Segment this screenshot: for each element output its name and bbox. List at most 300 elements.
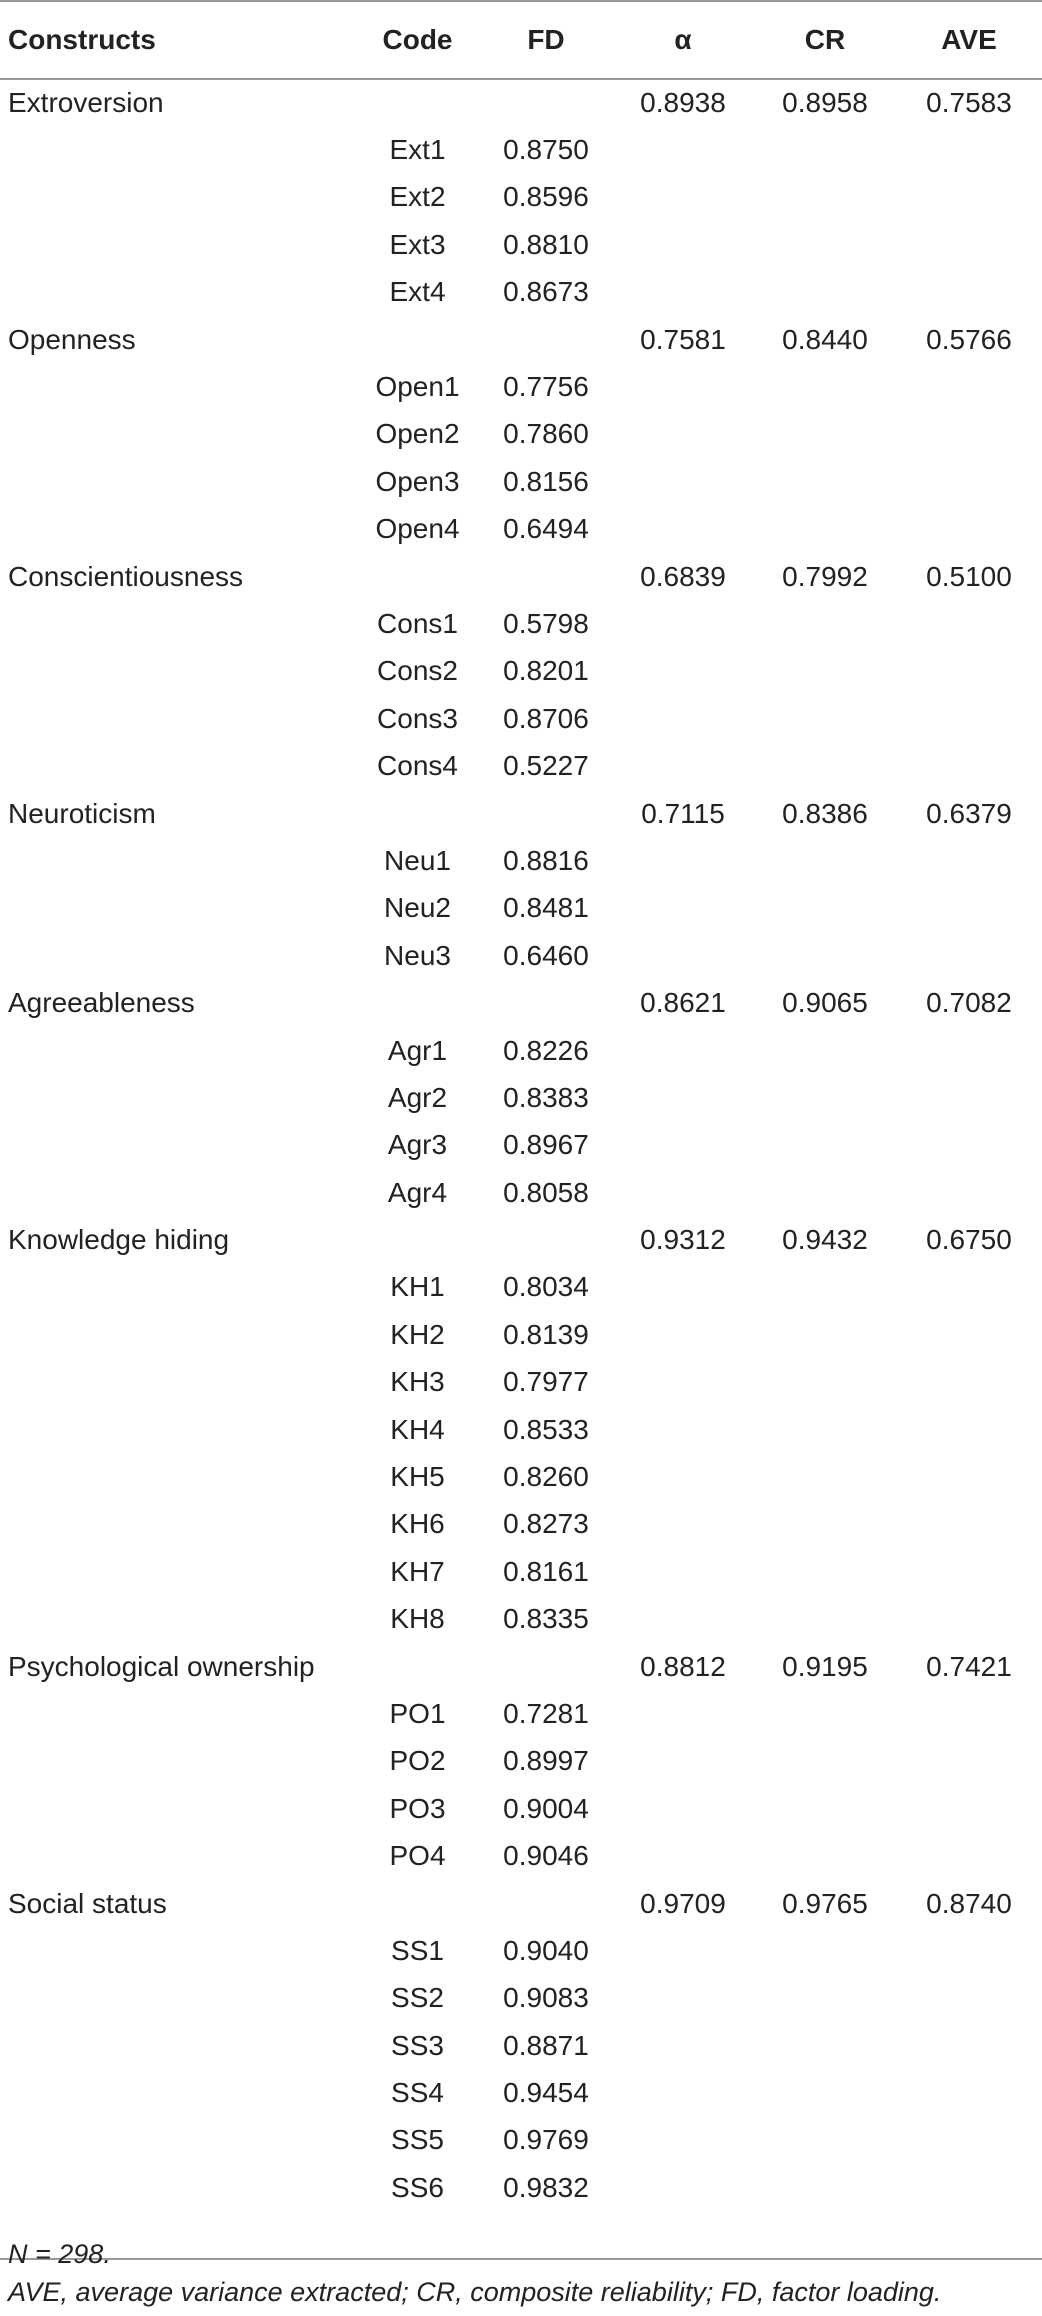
code-cell: Neu2 xyxy=(384,892,451,924)
fd-cell xyxy=(480,79,612,126)
cr-cell xyxy=(754,1264,896,1311)
code-cell: SS6 xyxy=(391,2171,444,2203)
code-cell: KH4 xyxy=(390,1413,445,1445)
alpha-cell xyxy=(612,2117,754,2164)
header-ave: AVE xyxy=(896,1,1042,79)
ave-cell xyxy=(896,1169,1042,1216)
construct-cell xyxy=(0,221,355,268)
construct-cell xyxy=(0,1122,355,1169)
item-row xyxy=(0,1074,1042,1121)
code-cell: SS3 xyxy=(391,2029,444,2061)
cr-cell xyxy=(754,1501,896,1548)
alpha-cell xyxy=(612,837,754,884)
cr-cell xyxy=(754,1832,896,1879)
construct-cell: Neuroticism xyxy=(8,797,156,829)
alpha-cell xyxy=(612,174,754,221)
fd-cell: 0.8156 xyxy=(503,465,589,497)
code-cell: SS2 xyxy=(391,1982,444,2014)
construct-row xyxy=(0,1643,1042,1690)
fd-cell: 0.7860 xyxy=(503,418,589,450)
fd-cell: 0.8816 xyxy=(503,844,589,876)
ave-cell xyxy=(896,1359,1042,1406)
fd-cell: 0.8273 xyxy=(503,1508,589,1540)
ave-cell: 0.5100 xyxy=(926,560,1012,592)
alpha-cell xyxy=(612,1690,754,1737)
ave-cell xyxy=(896,126,1042,173)
construct-cell xyxy=(0,2117,355,2164)
alpha-cell xyxy=(612,2022,754,2069)
alpha-cell xyxy=(612,932,754,979)
ave-cell xyxy=(896,174,1042,221)
code-cell: KH2 xyxy=(390,1318,445,1350)
ave-cell: 0.6379 xyxy=(926,797,1012,829)
ave-cell xyxy=(896,932,1042,979)
cr-cell xyxy=(754,1122,896,1169)
fd-cell: 0.7281 xyxy=(503,1697,589,1729)
item-row xyxy=(0,695,1042,742)
cr-cell xyxy=(754,648,896,695)
fd-cell: 0.8161 xyxy=(503,1555,589,1587)
alpha-cell xyxy=(612,1975,754,2022)
cr-cell xyxy=(754,221,896,268)
ave-cell xyxy=(896,600,1042,647)
fd-cell xyxy=(480,1880,612,1927)
item-row xyxy=(0,1927,1042,1974)
alpha-cell xyxy=(612,2164,754,2211)
ave-cell xyxy=(896,2022,1042,2069)
fd-cell: 0.8533 xyxy=(503,1413,589,1445)
fd-cell: 0.8226 xyxy=(503,1034,589,1066)
construct-row xyxy=(0,1216,1042,1263)
item-row xyxy=(0,363,1042,410)
alpha-cell xyxy=(612,269,754,316)
cr-cell xyxy=(754,2022,896,2069)
item-row xyxy=(0,1596,1042,1643)
cr-cell: 0.7992 xyxy=(782,560,868,592)
cr-cell xyxy=(754,174,896,221)
cr-cell: 0.9065 xyxy=(782,987,868,1019)
ave-cell xyxy=(896,1690,1042,1737)
construct-row xyxy=(0,316,1042,363)
alpha-cell xyxy=(612,1311,754,1358)
construct-cell xyxy=(0,1738,355,1785)
ave-cell xyxy=(896,411,1042,458)
code-cell xyxy=(355,979,480,1026)
code-cell: KH1 xyxy=(390,1271,445,1303)
cr-cell xyxy=(754,1359,896,1406)
code-cell: KH7 xyxy=(390,1555,445,1587)
fd-cell: 0.8750 xyxy=(503,134,589,166)
construct-cell xyxy=(0,1027,355,1074)
code-cell: Cons3 xyxy=(377,702,458,734)
cr-cell xyxy=(754,600,896,647)
construct-cell xyxy=(0,506,355,553)
construct-cell xyxy=(0,126,355,173)
header-constructs: Constructs xyxy=(0,1,355,79)
item-row xyxy=(0,600,1042,647)
cr-cell xyxy=(754,1975,896,2022)
item-row xyxy=(0,2069,1042,2116)
code-cell: SS5 xyxy=(391,2124,444,2156)
item-row xyxy=(0,411,1042,458)
item-row xyxy=(0,1690,1042,1737)
cr-cell xyxy=(754,885,896,932)
item-row xyxy=(0,1264,1042,1311)
fd-cell: 0.5227 xyxy=(503,750,589,782)
item-row xyxy=(0,1785,1042,1832)
cr-cell xyxy=(754,1596,896,1643)
alpha-cell xyxy=(612,1785,754,1832)
construct-cell: Agreeableness xyxy=(8,987,195,1019)
fd-cell xyxy=(480,979,612,1026)
code-cell xyxy=(355,79,480,126)
code-cell: SS1 xyxy=(391,1934,444,1966)
construct-cell xyxy=(0,1311,355,1358)
code-cell: Agr1 xyxy=(387,1034,448,1066)
cr-cell: 0.8440 xyxy=(782,323,868,355)
construct-cell xyxy=(0,363,355,410)
code-cell: Neu1 xyxy=(384,844,451,876)
item-row xyxy=(0,1311,1042,1358)
alpha-cell xyxy=(612,221,754,268)
cr-cell xyxy=(754,2069,896,2116)
alpha-cell: 0.8812 xyxy=(640,1650,726,1682)
construct-cell xyxy=(0,837,355,884)
construct-cell xyxy=(0,2022,355,2069)
ave-cell xyxy=(896,2117,1042,2164)
fd-cell: 0.6460 xyxy=(503,939,589,971)
ave-cell xyxy=(896,1074,1042,1121)
code-cell: Open2 xyxy=(375,418,460,450)
code-cell: Open1 xyxy=(375,371,460,403)
cr-cell xyxy=(754,1927,896,1974)
item-row xyxy=(0,1501,1042,1548)
alpha-cell xyxy=(612,742,754,789)
header-alpha: α xyxy=(612,1,754,79)
alpha-cell xyxy=(612,1832,754,1879)
code-cell: PO1 xyxy=(389,1697,446,1729)
fd-cell: 0.8335 xyxy=(503,1603,589,1635)
code-cell xyxy=(355,1880,480,1927)
code-cell: PO4 xyxy=(389,1840,446,1872)
code-cell xyxy=(355,1216,480,1263)
cr-cell: 0.8386 xyxy=(782,797,868,829)
fd-cell: 0.8383 xyxy=(503,1081,589,1113)
fd-cell: 0.9040 xyxy=(503,1934,589,1966)
fd-cell: 0.8481 xyxy=(503,892,589,924)
fd-cell: 0.6494 xyxy=(503,513,589,545)
fd-cell: 0.8201 xyxy=(503,655,589,687)
item-row xyxy=(0,932,1042,979)
cr-cell xyxy=(754,363,896,410)
construct-cell xyxy=(0,458,355,505)
code-cell: Open4 xyxy=(375,513,460,545)
ave-cell xyxy=(896,648,1042,695)
header-code: Code xyxy=(355,1,480,79)
code-cell xyxy=(355,316,480,363)
code-cell: PO3 xyxy=(389,1792,446,1824)
ave-cell xyxy=(896,885,1042,932)
ave-cell xyxy=(896,2069,1042,2116)
construct-cell xyxy=(0,411,355,458)
alpha-cell xyxy=(612,695,754,742)
construct-cell xyxy=(0,648,355,695)
cr-cell xyxy=(754,1738,896,1785)
header-cr: CR xyxy=(754,1,896,79)
construct-cell xyxy=(0,1169,355,1216)
construct-row xyxy=(0,553,1042,600)
cr-cell xyxy=(754,1690,896,1737)
alpha-cell xyxy=(612,2069,754,2116)
ave-cell xyxy=(896,506,1042,553)
construct-cell xyxy=(0,2164,355,2211)
construct-cell xyxy=(0,1975,355,2022)
construct-cell: Openness xyxy=(8,323,136,355)
code-cell: Ext4 xyxy=(389,276,446,308)
ave-cell: 0.7583 xyxy=(926,87,1012,119)
ave-cell xyxy=(896,1027,1042,1074)
alpha-cell xyxy=(612,1074,754,1121)
cr-cell: 0.8958 xyxy=(782,87,868,119)
alpha-cell xyxy=(612,1169,754,1216)
cr-cell xyxy=(754,506,896,553)
item-row xyxy=(0,1975,1042,2022)
item-row xyxy=(0,1027,1042,1074)
ave-cell xyxy=(896,742,1042,789)
construct-cell: Conscientiousness xyxy=(8,560,244,592)
construct-cell xyxy=(0,1074,355,1121)
ave-cell xyxy=(896,1501,1042,1548)
item-row xyxy=(0,742,1042,789)
construct-cell: Knowledge hiding xyxy=(8,1224,230,1256)
table-notes xyxy=(8,2235,941,2311)
ave-cell xyxy=(896,1596,1042,1643)
fd-cell: 0.9046 xyxy=(503,1840,589,1872)
table-header xyxy=(0,1,1042,79)
cr-cell xyxy=(754,1027,896,1074)
construct-cell xyxy=(0,932,355,979)
cr-cell xyxy=(754,458,896,505)
cr-cell xyxy=(754,1074,896,1121)
ave-cell xyxy=(896,1738,1042,1785)
ave-cell xyxy=(896,1832,1042,1879)
alpha-cell: 0.8938 xyxy=(640,87,726,119)
alpha-cell xyxy=(612,1501,754,1548)
construct-cell: Psychological ownership xyxy=(8,1650,315,1682)
item-row xyxy=(0,126,1042,173)
item-row xyxy=(0,837,1042,884)
construct-cell xyxy=(0,1264,355,1311)
alpha-cell xyxy=(612,506,754,553)
cr-cell xyxy=(754,411,896,458)
fd-cell: 0.8967 xyxy=(503,1129,589,1161)
cr-cell xyxy=(754,742,896,789)
ave-cell: 0.7421 xyxy=(926,1650,1012,1682)
ave-cell xyxy=(896,1927,1042,1974)
alpha-cell xyxy=(612,1927,754,1974)
construct-cell xyxy=(0,1832,355,1879)
ave-cell xyxy=(896,1122,1042,1169)
cr-cell xyxy=(754,1548,896,1595)
alpha-cell xyxy=(612,1264,754,1311)
construct-cell xyxy=(0,1548,355,1595)
fd-cell xyxy=(480,790,612,837)
code-cell: Ext2 xyxy=(389,181,446,213)
code-cell: Cons2 xyxy=(377,655,458,687)
ave-cell xyxy=(896,363,1042,410)
fd-cell: 0.9832 xyxy=(503,2171,589,2203)
code-cell: KH6 xyxy=(390,1508,445,1540)
item-row xyxy=(0,1169,1042,1216)
ave-cell xyxy=(896,1785,1042,1832)
item-row xyxy=(0,1548,1042,1595)
code-cell: KH8 xyxy=(390,1603,445,1635)
item-row xyxy=(0,1738,1042,1785)
alpha-cell xyxy=(612,363,754,410)
alpha-cell xyxy=(612,1738,754,1785)
item-row xyxy=(0,269,1042,316)
ave-cell xyxy=(896,695,1042,742)
fd-cell: 0.9083 xyxy=(503,1982,589,2014)
alpha-cell xyxy=(612,600,754,647)
code-cell: Cons1 xyxy=(377,607,458,639)
code-cell: Cons4 xyxy=(377,750,458,782)
construct-cell: Extroversion xyxy=(8,87,164,119)
construct-cell xyxy=(0,1406,355,1453)
construct-cell xyxy=(0,695,355,742)
ave-cell xyxy=(896,1453,1042,1500)
code-cell: Neu3 xyxy=(384,939,451,971)
item-row xyxy=(0,458,1042,505)
fd-cell: 0.8810 xyxy=(503,228,589,260)
header-row xyxy=(0,1,1042,79)
ave-cell xyxy=(896,221,1042,268)
ave-cell xyxy=(896,2164,1042,2211)
alpha-cell xyxy=(612,126,754,173)
sample-size-note: N = 298. xyxy=(8,2239,111,2269)
item-row xyxy=(0,174,1042,221)
alpha-cell: 0.7581 xyxy=(640,323,726,355)
fd-cell: 0.7756 xyxy=(503,371,589,403)
code-cell: Agr2 xyxy=(387,1081,448,1113)
alpha-cell xyxy=(612,1122,754,1169)
ave-cell xyxy=(896,269,1042,316)
alpha-cell xyxy=(612,1453,754,1500)
ave-cell: 0.7082 xyxy=(926,987,1012,1019)
construct-row xyxy=(0,979,1042,1026)
item-row xyxy=(0,1359,1042,1406)
item-row xyxy=(0,1406,1042,1453)
alpha-cell xyxy=(612,1406,754,1453)
item-row xyxy=(0,221,1042,268)
cr-cell xyxy=(754,837,896,884)
fd-cell: 0.8034 xyxy=(503,1271,589,1303)
fd-cell xyxy=(480,1216,612,1263)
construct-cell xyxy=(0,1785,355,1832)
alpha-cell xyxy=(612,648,754,695)
construct-row xyxy=(0,1880,1042,1927)
item-row xyxy=(0,506,1042,553)
construct-row xyxy=(0,790,1042,837)
cr-cell xyxy=(754,269,896,316)
alpha-cell: 0.9312 xyxy=(640,1224,726,1256)
code-cell: PO2 xyxy=(389,1745,446,1777)
cr-cell xyxy=(754,1311,896,1358)
fd-cell xyxy=(480,316,612,363)
cr-cell xyxy=(754,932,896,979)
cr-cell: 0.9195 xyxy=(782,1650,868,1682)
ave-cell xyxy=(896,1975,1042,2022)
code-cell: Agr4 xyxy=(387,1176,448,1208)
construct-cell xyxy=(0,742,355,789)
cr-cell: 0.9432 xyxy=(782,1224,868,1256)
fd-cell: 0.8871 xyxy=(503,2029,589,2061)
ave-cell xyxy=(896,1264,1042,1311)
code-cell: KH5 xyxy=(390,1461,445,1493)
fd-cell: 0.9769 xyxy=(503,2124,589,2156)
ave-cell: 0.8740 xyxy=(926,1887,1012,1919)
item-row xyxy=(0,648,1042,695)
fd-cell: 0.8139 xyxy=(503,1318,589,1350)
code-cell: Ext3 xyxy=(389,228,446,260)
construct-cell: Social status xyxy=(8,1887,167,1919)
ave-cell: 0.5766 xyxy=(926,323,1012,355)
code-cell xyxy=(355,790,480,837)
fd-cell: 0.8997 xyxy=(503,1745,589,1777)
alpha-cell: 0.6839 xyxy=(640,560,726,592)
header-fd: FD xyxy=(480,1,612,79)
fd-cell: 0.5798 xyxy=(503,607,589,639)
fd-cell: 0.8596 xyxy=(503,181,589,213)
fd-cell: 0.8706 xyxy=(503,702,589,734)
construct-cell xyxy=(0,1927,355,1974)
construct-cell xyxy=(0,885,355,932)
fd-cell: 0.7977 xyxy=(503,1366,589,1398)
cr-cell: 0.9765 xyxy=(782,1887,868,1919)
construct-cell xyxy=(0,174,355,221)
cr-cell xyxy=(754,1453,896,1500)
fd-cell: 0.9454 xyxy=(503,2077,589,2109)
alpha-cell xyxy=(612,458,754,505)
construct-cell xyxy=(0,1690,355,1737)
alpha-cell: 0.8621 xyxy=(640,987,726,1019)
cr-cell xyxy=(754,2117,896,2164)
item-row xyxy=(0,2117,1042,2164)
alpha-cell xyxy=(612,411,754,458)
cr-cell xyxy=(754,126,896,173)
cr-cell xyxy=(754,2164,896,2211)
construct-cell xyxy=(0,1596,355,1643)
cr-cell xyxy=(754,695,896,742)
ave-cell xyxy=(896,837,1042,884)
ave-cell xyxy=(896,1311,1042,1358)
cr-cell xyxy=(754,1169,896,1216)
item-row xyxy=(0,1832,1042,1879)
abbreviation-note: AVE, average variance extracted; CR, composite reliability; FD, factor loading. xyxy=(8,2277,942,2307)
code-cell: Open3 xyxy=(375,465,460,497)
alpha-cell xyxy=(612,1359,754,1406)
ave-cell xyxy=(896,458,1042,505)
item-row xyxy=(0,885,1042,932)
alpha-cell: 0.7115 xyxy=(641,797,725,829)
construct-cell xyxy=(0,1501,355,1548)
table-body xyxy=(0,79,1042,2259)
ave-cell xyxy=(896,1548,1042,1595)
fd-cell xyxy=(480,553,612,600)
code-cell xyxy=(355,1643,480,1690)
alpha-cell xyxy=(612,1548,754,1595)
construct-cell xyxy=(0,2069,355,2116)
